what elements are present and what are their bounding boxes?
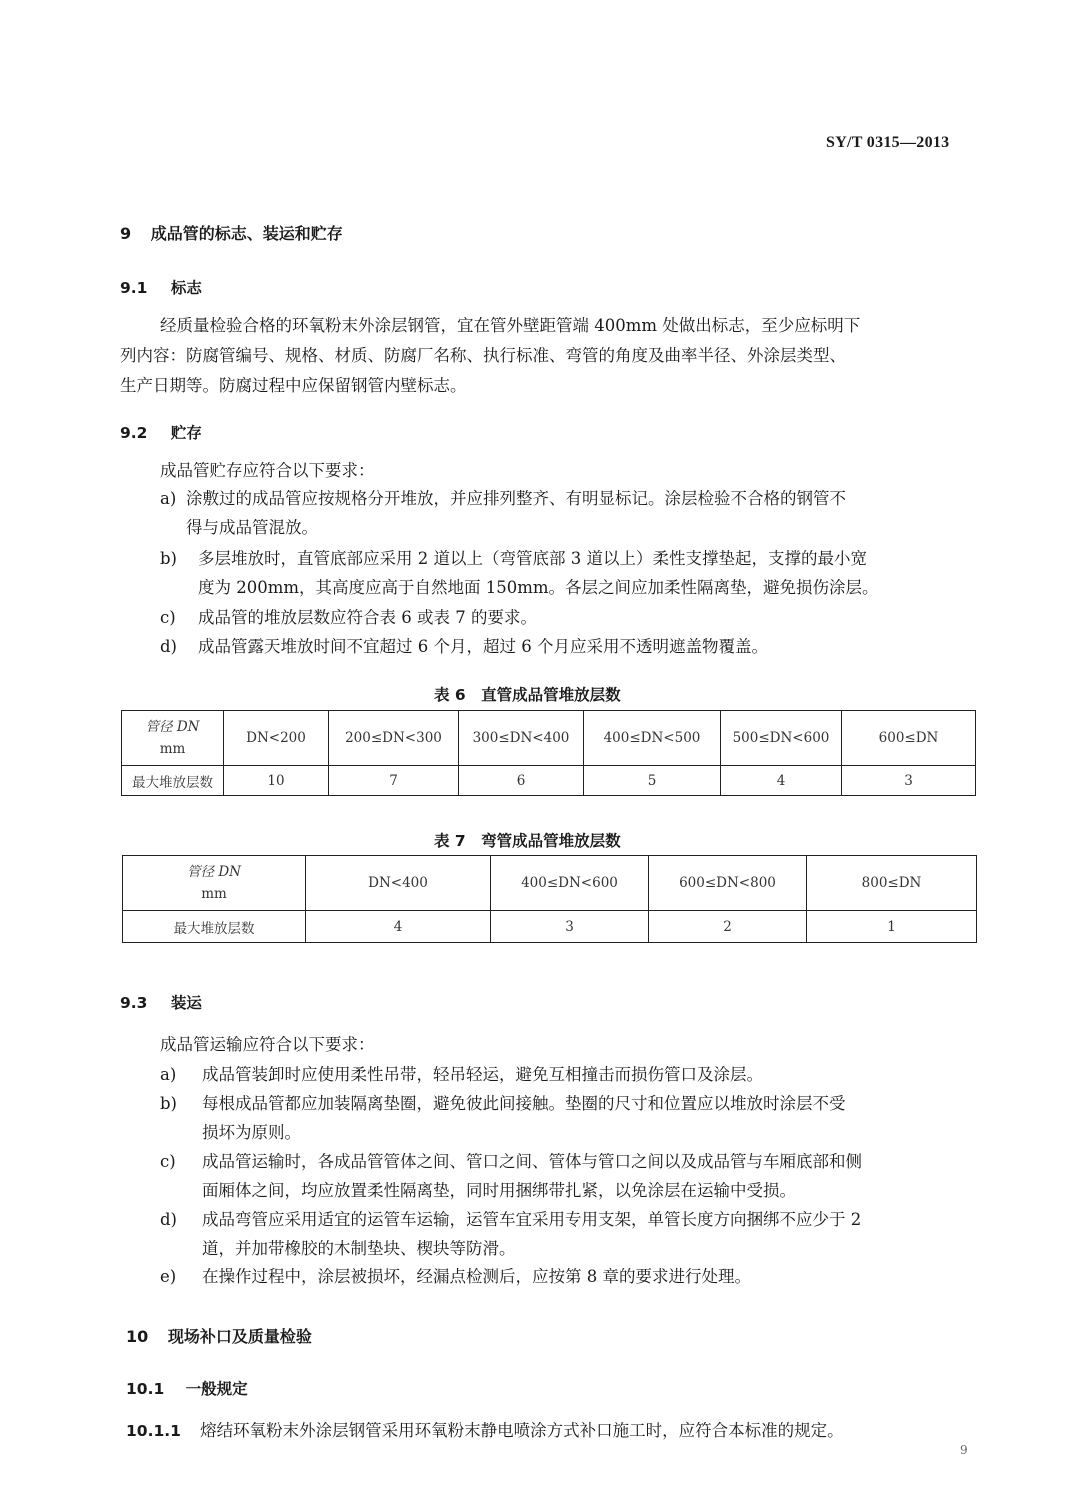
list-line: 得与成品管混放。 bbox=[186, 518, 318, 537]
list-item bbox=[160, 1205, 980, 1263]
section-number: 10.1 bbox=[126, 1380, 165, 1398]
list-item bbox=[160, 1060, 980, 1089]
table-header-label bbox=[123, 856, 306, 911]
paragraph-line: 列内容：防腐管编号、规格、材质、防腐厂名称、执行标准、弯管的角度及曲率半径、外涂层类型、 bbox=[120, 346, 846, 365]
section-9-3-heading bbox=[120, 991, 202, 1013]
list-label: e) bbox=[160, 1267, 177, 1286]
list-line: 多层堆放时，直管底部应采用 2 道以上（弯管底部 3 道以上）柔性支撑垫起，支撑的最小宽 bbox=[198, 549, 867, 568]
list-line: 损坏为原则。 bbox=[202, 1123, 301, 1142]
section-number: 9 bbox=[120, 224, 132, 243]
column-header: DN<400 bbox=[306, 856, 491, 911]
clause-number: 10.1.1 bbox=[126, 1422, 181, 1440]
column-header: 500≤DN<600 bbox=[721, 711, 842, 766]
document-code: SY/T 0315—2013 bbox=[826, 134, 950, 151]
list-label: d) bbox=[160, 1210, 177, 1229]
list-line: 成品弯管应采用适宜的运管车运输，运管车宜采用专用支架，单管长度方向捆绑不应少于 2 bbox=[202, 1210, 862, 1229]
table-6-caption: 表 6 直管成品管堆放层数 bbox=[434, 686, 621, 704]
paragraph-intro: 成品管贮存应符合以下要求： bbox=[160, 461, 375, 480]
section-9-1-heading bbox=[120, 276, 202, 298]
section-number: 9.3 bbox=[120, 994, 148, 1012]
list-line: 在操作过程中，涂层被损坏，经漏点检测后，应按第 8 章的要求进行处理。 bbox=[202, 1267, 751, 1286]
header-label-unit: mm bbox=[159, 741, 186, 757]
list-label: b) bbox=[160, 1094, 177, 1113]
table-cell: 2 bbox=[649, 911, 807, 943]
column-header: 300≤DN<400 bbox=[459, 711, 584, 766]
column-header: DN<200 bbox=[224, 711, 329, 766]
section-9-2-heading bbox=[120, 421, 202, 443]
table-cell: 10 bbox=[224, 766, 329, 796]
list-line: 成品管露天堆放时间不宜超过 6 个月，超过 6 个月应采用不透明遮盖物覆盖。 bbox=[198, 637, 768, 656]
column-header: 600≤DN<800 bbox=[649, 856, 807, 911]
header-label-line: 管径 DN bbox=[145, 719, 200, 735]
list-item bbox=[160, 544, 980, 602]
list-item bbox=[160, 1262, 980, 1291]
section-title: 标志 bbox=[170, 279, 202, 297]
list-label: b) bbox=[160, 549, 177, 568]
section-10-1-heading bbox=[126, 1377, 248, 1399]
section-number: 9.2 bbox=[120, 424, 148, 442]
list-item bbox=[160, 1089, 980, 1147]
row-label: 最大堆放层数 bbox=[122, 766, 224, 796]
list-label: a) bbox=[160, 1065, 177, 1084]
section-9-heading bbox=[120, 221, 343, 244]
section-10-heading bbox=[126, 1324, 312, 1347]
clause-10-1-1 bbox=[126, 1417, 844, 1441]
column-header: 200≤DN<300 bbox=[329, 711, 459, 766]
list-line: 道，并加带橡胶的木制垫块、楔块等防滑。 bbox=[202, 1239, 516, 1258]
list-label: c) bbox=[160, 1152, 176, 1171]
section-title: 成品管的标志、装运和贮存 bbox=[150, 224, 343, 243]
list-line: 成品管装卸时应使用柔性吊带，轻吊轻运，避免互相撞击而损伤管口及涂层。 bbox=[202, 1065, 763, 1084]
list-line: 度为 200mm，其高度应高于自然地面 150mm。各层之间应加柔性隔离垫，避免损伤涂层。 bbox=[198, 578, 879, 597]
list-label: d) bbox=[160, 637, 177, 656]
table-cell: 4 bbox=[306, 911, 491, 943]
paragraph-line: 生产日期等。防腐过程中应保留钢管内壁标志。 bbox=[120, 376, 467, 395]
table-cell: 3 bbox=[491, 911, 649, 943]
table-6 bbox=[121, 710, 976, 796]
table-cell: 1 bbox=[807, 911, 977, 943]
column-header: 400≤DN<600 bbox=[491, 856, 649, 911]
list-line: 成品管的堆放层数应符合表 6 或表 7 的要求。 bbox=[198, 608, 537, 627]
header-label-line: 管径 DN bbox=[187, 864, 241, 880]
paragraph-line: 经质量检验合格的环氧粉末外涂层钢管，宜在管外壁距管端 400mm 处做出标志，至少应标明下 bbox=[160, 316, 861, 335]
section-title: 贮存 bbox=[170, 424, 202, 442]
header-label-unit: mm bbox=[201, 886, 227, 902]
table-cell: 5 bbox=[584, 766, 721, 796]
list-item bbox=[160, 603, 980, 632]
list-item bbox=[160, 632, 980, 661]
list-line: 涂敷过的成品管应按规格分开堆放，并应排列整齐、有明显标记。涂层检验不合格的钢管不 bbox=[186, 489, 846, 508]
table-7-caption: 表 7 弯管成品管堆放层数 bbox=[434, 832, 621, 850]
section-number: 9.1 bbox=[120, 279, 148, 297]
section-title: 装运 bbox=[170, 994, 202, 1012]
column-header: 800≤DN bbox=[807, 856, 977, 911]
page-number: 9 bbox=[960, 1443, 968, 1457]
section-number: 10 bbox=[126, 1327, 149, 1346]
table-cell: 4 bbox=[721, 766, 842, 796]
section-title: 一般规定 bbox=[185, 1380, 248, 1398]
row-label: 最大堆放层数 bbox=[123, 911, 306, 943]
table-cell: 7 bbox=[329, 766, 459, 796]
list-label: c) bbox=[160, 608, 176, 627]
table-cell: 6 bbox=[459, 766, 584, 796]
list-line: 成品管运输时，各成品管管体之间、管口之间、管体与管口之间以及成品管与车厢底部和侧 bbox=[202, 1152, 862, 1171]
column-header: 600≤DN bbox=[842, 711, 976, 766]
table-7 bbox=[122, 855, 977, 943]
list-label: a) bbox=[160, 489, 177, 508]
column-header: 400≤DN<500 bbox=[584, 711, 721, 766]
list-item bbox=[160, 1147, 980, 1205]
table-header-label bbox=[122, 711, 224, 766]
table-cell: 3 bbox=[842, 766, 976, 796]
list-line: 每根成品管都应加装隔离垫圈，避免彼此间接触。垫圈的尺寸和位置应以堆放时涂层不受 bbox=[202, 1094, 846, 1113]
list-item bbox=[160, 484, 980, 542]
section-title: 现场补口及质量检验 bbox=[167, 1327, 312, 1346]
list-line: 面厢体之间，均应放置柔性隔离垫，同时用捆绑带扎紧，以免涂层在运输中受损。 bbox=[202, 1181, 796, 1200]
paragraph-intro: 成品管运输应符合以下要求： bbox=[160, 1035, 375, 1054]
clause-text: 熔结环氧粉末外涂层钢管采用环氧粉末静电喷涂方式补口施工时，应符合本标准的规定。 bbox=[200, 1421, 844, 1440]
